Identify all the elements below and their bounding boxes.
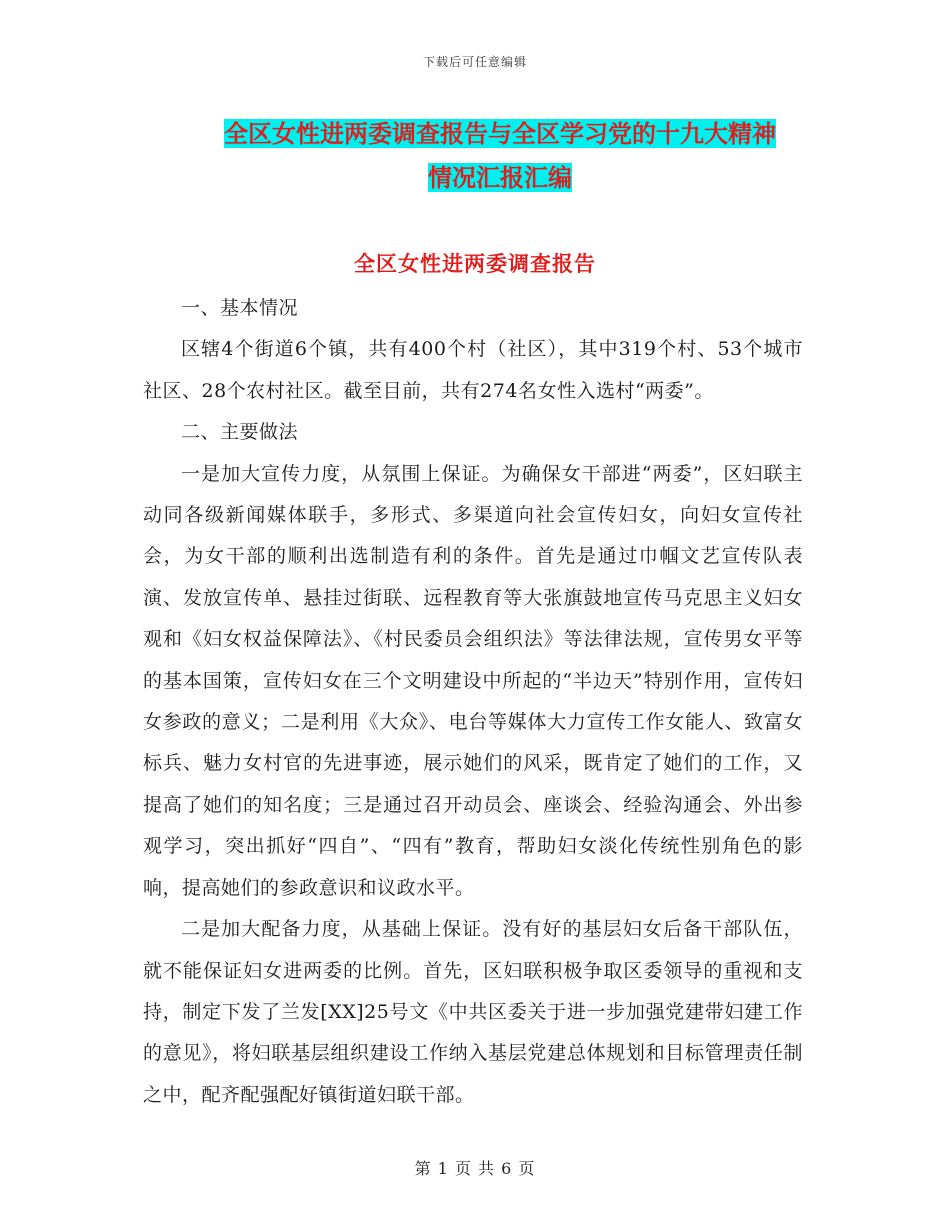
body-text	[143, 288, 803, 1116]
section-title: 全区女性进两委调查报告	[354, 251, 596, 276]
paragraph-basic-situation: 区辖4个街道6个镇，共有400个村（社区），其中319个村、53个城市社区、28个农村社区。截至目前，共有274名女性入选村“两委”。	[143, 338, 803, 402]
document-title-line2: 情况汇报汇编	[428, 163, 572, 192]
header-note: 下载后可任意编辑	[422, 55, 527, 69]
page-footer: 第 1 页 共 6 页	[414, 1159, 536, 1178]
document-title-line1: 全区女性进两委调查报告与全区学习党的十九大精神	[224, 119, 776, 148]
heading-main-practices: 二、主要做法	[181, 421, 299, 444]
paragraph-staffing: 二是加大配备力度，从基础上保证。没有好的基层妇女后备干部队伍，就不能保证妇女进两委的比例。首先，区妇联积极争取区委领导的重视和支持，制定下发了兰发[XX]25号文《中共区委关于进一步加强党建带妇建工作的意见》，将妇联基层组织建设工作纳入基层党建总体规划和目标管理责任制之中，配齐配强配好镇街道妇联干部。	[143, 918, 803, 1106]
document-title	[140, 112, 860, 200]
paragraph-publicity: 一是加大宣传力度，从氛围上保证。为确保女干部进“两委”，区妇联主动同各级新闻媒体联手，多形式、多渠道向社会宣传妇女，向妇女宣传社会，为女干部的顺利出选制造有利的条件。首先是通过巾帼文艺宣传队表演、发放宣传单、悬挂过街联、远程教育等大张旗鼓地宣传马克思主义妇女观和《妇女权益保障法》、《村民委员会组织法》等法律法规，宣传男女平等的基本国策，宣传妇女在三个文明建设中所起的“半边天”特别作用，宣传妇女参政的意义；二是利用《大众》、电台等媒体大力宣传工作女能人、致富女标兵、魅力女村官的先进事迹，展示她们的风采，既肯定了她们的工作，又提高了她们的知名度；三是通过召开动员会、座谈会、经验沟通会、外出参观学习，突出抓好“四自”、“四有”教育，帮助妇女淡化传统性别角色的影响，提高她们的参政意识和议政水平。	[143, 462, 803, 899]
heading-basic-situation: 一、基本情况	[181, 297, 299, 319]
